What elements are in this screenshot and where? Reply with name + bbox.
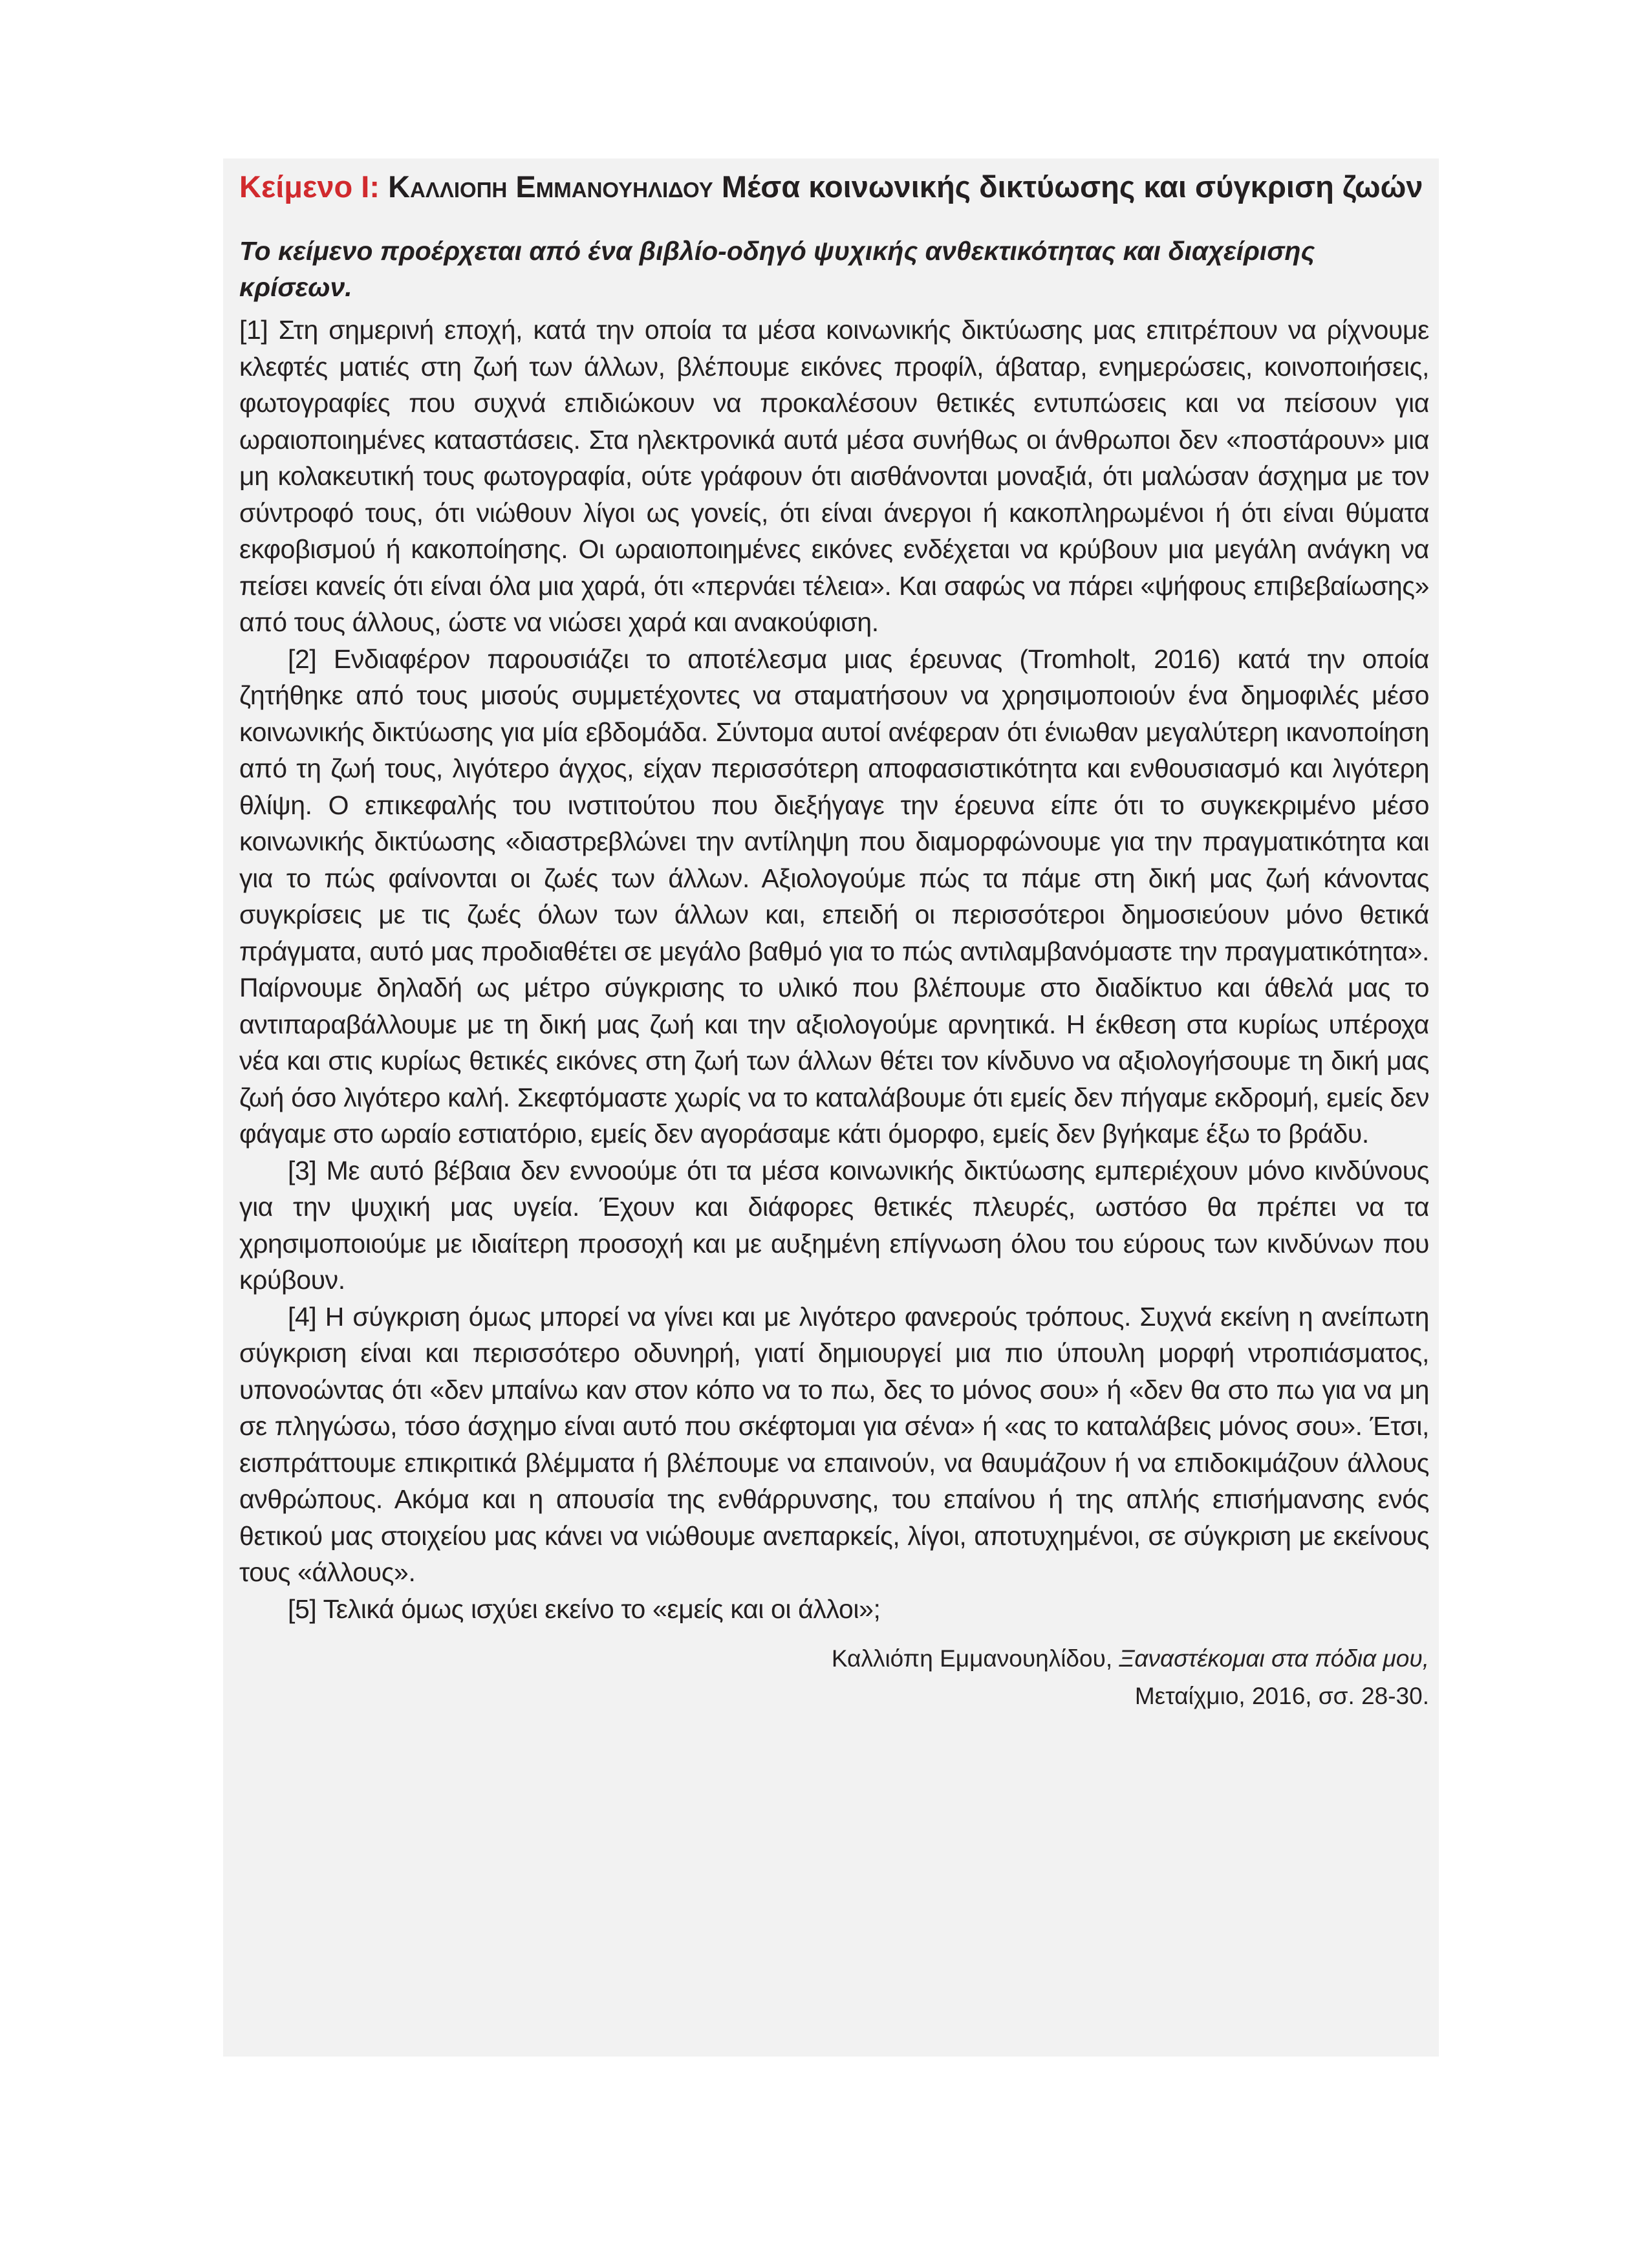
text-label: Κείμενο Ι: xyxy=(239,169,380,204)
page-title xyxy=(239,167,1429,207)
document-page xyxy=(239,167,1429,1715)
citation-line-1 xyxy=(239,1640,1429,1678)
paragraph-4: [4] Η σύγκριση όμως μπορεί να γίνει και με λιγότερο φανερούς τρόπους. Συχνά εκείνη η ανείπωτη σύγκριση είναι και περισσότερο οδυνηρή, γιατί δημιουργεί μια πιο ύπουλη μορφή ντροπιάσματος, υπονοώντας ότι «δεν μπαίνω καν στον κόπο να το πω, δες το μόνος σου» ή «δεν θα στο πω για να μη σε πληγώσω, τόσο άσχημο είναι αυτό που σκέφτομαι για σένα» ή «ας το καταλάβεις μόνος σου». Έτσι, εισπράττουμε επικριτικά βλέμματα ή βλέπουμε να επαινούν, να θαυμάζουν ή να επιδοκιμάζουν άλλους ανθρώπους. Ακόμα και η απουσία της ενθάρρυνσης, του επαίνου ή της απλής επισήμανσης ενός θετικού μας στοιχείου μας κάνει να νιώθουμε ανεπαρκείς, λίγοι, αποτυχημένοι, σε σύγκριση με εκείνους τους «άλλους». xyxy=(239,1301,1429,1587)
citation-book: Ξαναστέκομαι στα πόδια μου, xyxy=(1119,1645,1429,1672)
citation-author: Καλλιόπη Εμμανουηλίδου, xyxy=(831,1645,1113,1672)
paragraph-5: [5] Τελικά όμως ισχύει εκείνο το «εμείς και οι άλλοι»; xyxy=(288,1593,881,1624)
intro-text: Το κείμενο προέρχεται από ένα βιβλίο-οδηγό ψυχικής ανθεκτικότητας και διαχείρισης κρίσεων. xyxy=(239,236,1315,302)
paragraph-2: [2] Ενδιαφέρον παρουσιάζει το αποτέλεσμα μιας έρευνας (Tromholt, 2016) κατά την οποία ζητήθηκε από τους μισούς συμμετέχοντες να σταματήσουν να χρησιμοποιούν ένα δημοφιλές μέσο κοινωνικής δικτύωσης για μία εβδομάδα. Σύντομα αυτοί ανέφεραν ότι ένιωθαν μεγαλύτερη ικανοποίηση από τη ζωή τους, λιγότερο άγχος, είχαν περισσότερη αποφασιστικότητα και ενθουσιασμό και λιγότερη θλίψη. Ο επικεφαλής του ινστιτούτου που διεξήγαγε την έρευνα είπε ότι το συγκεκριμένο μέσο κοινωνικής δικτύωσης «διαστρεβλώνει την αντίληψη που διαμορφώνουμε για την πραγματικότητα και για το πώς φαίνονται οι ζωές των άλλων. Αξιολογούμε πώς τα πάμε στη δική μας ζωή κάνοντας συγκρίσεις με τις ζωές όλων των άλλων και, επειδή οι περισσότεροι δημοσιεύουν μόνο θετικά πράγματα, αυτό μας προδιαθέτει σε μεγάλο βαθμό για το πώς αντιλαμβανόμαστε την πραγματικότητα». Παίρνουμε δηλαδή ως μέτρο σύγκρισης το υλικό που βλέπουμε στο διαδίκτυο και άθελά μας το αντιπαραβάλλουμε με τη δική μας ζωή και την αξιολογούμε αρνητικά. Η έκθεση στα κυρίως υπέροχα νέα και στις κυρίως θετικές εικόνες στη ζωή των άλλων θέτει τον κίνδυνο να αξιολογήσουμε τη δική μας ζωή όσο λιγότερο καλή. Σκεφτόμαστε χωρίς να το καταλάβουμε ότι εμείς δεν πήγαμε εκδρομή, εμείς δεν φάγαμε στο ωραίο εστιατόριο, εμείς δεν αγοράσαμε κάτι όμορφο, εμείς δεν βγήκαμε έξω το βράδυ. xyxy=(239,643,1429,1149)
article-title: Μέσα κοινωνικής δικτύωσης και σύγκριση ζωών xyxy=(721,169,1423,204)
citation-publisher: Μεταίχμιο, 2016, σσ. 28-30. xyxy=(1134,1683,1429,1709)
author-name: Καλλιοπη Εμμανουηλιδου xyxy=(388,169,713,204)
paragraph-1: [1] Στη σημερινή εποχή, κατά την οποία τα μέσα κοινωνικής δικτύωσης μας επιτρέπουν να ρίχνουμε κλεφτές ματιές στη ζωή των άλλων, βλέπουμε εικόνες προφίλ, άβαταρ, ενημερώσεις, κοινοποιήσεις, φωτογραφίες που συχνά επιδιώκουν να προκαλέσουν θετικές εντυπώσεις και να πείσουν για ωραιοποιημένες καταστάσεις. Στα ηλεκτρονικά αυτά μέσα συνήθως οι άνθρωποι δεν «ποστάρουν» μια μη κολακευτική τους φωτογραφία, ούτε γράφουν ότι αισθάνονται μοναξιά, ότι μαλώσαν άσχημα με τον σύντροφό τους, ότι νιώθουν λίγοι ως γονείς, ότι είναι άνεργοι ή κακοπληρωμένοι ή ότι είναι θύματα εκφοβισμού ή κακοποίησης. Οι ωραιοποιημένες εικόνες ενδέχεται να κρύβουν μια μεγάλη ανάγκη να πείσει κανείς ότι είναι όλα μια χαρά, ότι «περνάει τέλεια». Και σαφώς να πάρει «ψήφους επιβεβαίωσης» από τους άλλους, ώστε να νιώσει χαρά και ανακούφιση. xyxy=(239,315,1429,637)
source-citation xyxy=(239,1640,1429,1715)
paragraph-3: [3] Με αυτό βέβαια δεν εννοούμε ότι τα μέσα κοινωνικής δικτύωσης εμπεριέχουν μόνο κινδύνους για την ψυχική μας υγεία. Έχουν και διάφορες θετικές πλευρές, ωστόσο θα πρέπει να τα χρησιμοποιούμε με ιδιαίτερη προσοχή και με αυξημένη επίγνωση όλου του εύρους των κινδύνων που κρύβουν. xyxy=(239,1155,1429,1295)
